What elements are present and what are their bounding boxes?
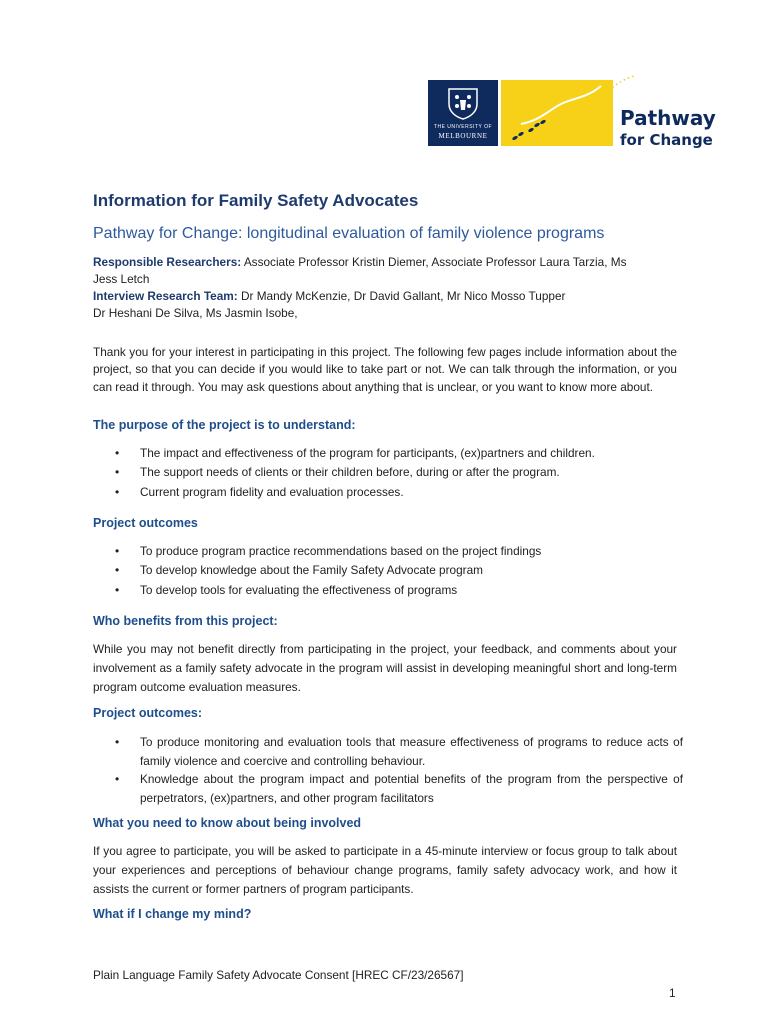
responsible-researchers-line (93, 254, 683, 271)
list-item: • To develop tools for evaluating the effectiveness of programs (113, 581, 683, 600)
research-team-line (93, 288, 683, 305)
footprints-path-icon (501, 80, 613, 146)
list-item: • Knowledge about the program impact and potential benefits of the program from the perspective of perpetrators, (ex)partners, and other program facilitators (113, 770, 683, 807)
benefits-heading: Who benefits from this project: (93, 614, 278, 628)
outcomes-heading: Project outcomes (93, 516, 198, 530)
list-item: • The impact and effectiveness of the program for participants, (ex)partners and children. (113, 444, 683, 463)
involved-heading: What you need to know about being involved (93, 816, 362, 830)
research-team-label: Interview Research Team: (93, 289, 238, 303)
responsible-researchers-names: Associate Professor Kristin Diemer, Associate Professor Laura Tarzia, Ms (241, 255, 627, 269)
research-team-names: Dr Mandy McKenzie, Dr David Gallant, Mr Nico Mosso Tupper (237, 289, 566, 303)
responsible-researchers-cont: Jess Letch (93, 272, 150, 286)
researchers-block (93, 254, 683, 322)
university-name: MELBOURNE (438, 132, 488, 140)
page-number: 1 (669, 986, 676, 1000)
purpose-list (113, 444, 683, 502)
university-name-top: THE UNIVERSITY OF (433, 124, 493, 130)
research-team-cont: Dr Heshani De Silva, Ms Jasmin Isobe, (93, 306, 298, 320)
dotted-path-icon (600, 70, 640, 100)
involved-paragraph: If you agree to participate, you will be asked to participate in a 45-minute interview or focus group to talk about your experiences and perceptions of behaviour change programs, family safety advocacy work, and how it assists the current or former partners of program participants. (93, 844, 677, 896)
responsible-researchers-label: Responsible Researchers: (93, 255, 242, 269)
list-item: • To develop knowledge about the Family Safety Advocate program (113, 561, 683, 580)
list-item: • The support needs of clients or their children before, during or after the program. (113, 463, 683, 482)
list-item: • To produce monitoring and evaluation tools that measure effectiveness of programs to reduce acts of family violence and coercive and controlling behaviour. (113, 733, 683, 770)
change-mind-heading: What if I change my mind? (93, 907, 252, 921)
benefits-paragraph: While you may not benefit directly from participating in the project, your feedback, and comments about your involvement as a family safety advocate in the program will assist in developing meaningful short and long-term program outcome evaluation measures. (93, 642, 677, 694)
intro-paragraph: Thank you for your interest in participating in this project. The following few pages include information about the project, so that you can decide if you would like to take part or not. We can talk through the information, or you can read it through. You may ask questions about anything that is unclear, or you want to know more about. (93, 345, 677, 394)
university-logo (428, 80, 498, 146)
brand-tagline: for Change (620, 131, 713, 149)
pathway-logo-graphic (501, 80, 613, 146)
list-item: • Current program fidelity and evaluation processes. (113, 483, 683, 502)
outcomes-heading-2: Project outcomes: (93, 706, 203, 720)
outcomes-list (113, 542, 683, 600)
brand-name: Pathway (620, 106, 716, 130)
footer-text: Plain Language Family Safety Advocate Consent [HREC CF/23/26567] (93, 968, 464, 982)
document-title: Information for Family Safety Advocates (93, 191, 419, 210)
document-subtitle: Pathway for Change: longitudinal evaluation of family violence programs (93, 225, 605, 242)
crest-icon (446, 86, 480, 120)
list-item: • To produce program practice recommendations based on the project findings (113, 542, 683, 561)
purpose-heading: The purpose of the project is to understand: (93, 418, 356, 432)
outcomes-list-2 (113, 733, 683, 807)
